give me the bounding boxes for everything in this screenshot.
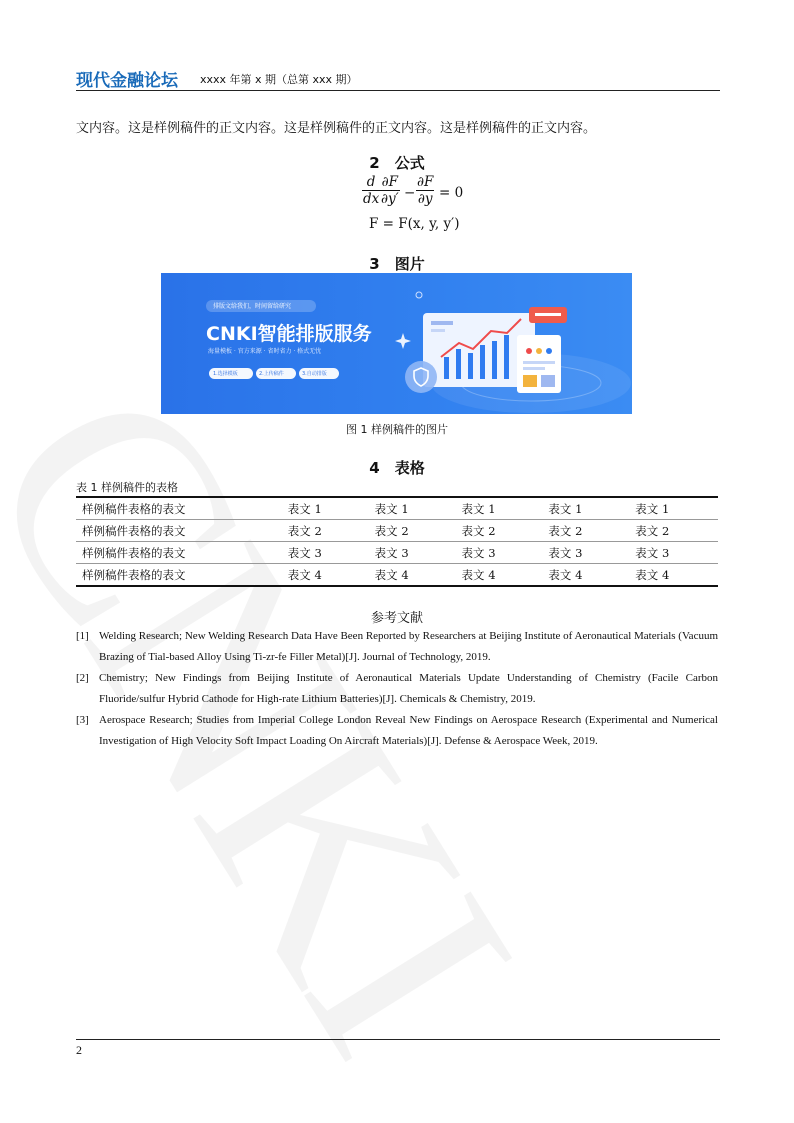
running-header: [76, 66, 720, 91]
table-row-label: 样例稿件表格的表文: [76, 497, 282, 520]
page-number: 2: [76, 1043, 82, 1057]
table-cell: 表文 2: [542, 520, 629, 542]
table-row: [76, 520, 718, 542]
table-row-label: 样例稿件表格的表文: [76, 564, 282, 587]
table-cell: 表文 4: [282, 564, 369, 587]
table-row: [76, 497, 718, 520]
table-cell: 表文 3: [369, 542, 456, 564]
table-cell: 表文 3: [282, 542, 369, 564]
table-cell: 表文 1: [629, 497, 718, 520]
section-formula-heading: 2 公式: [369, 154, 425, 172]
reference-number: [2]: [76, 672, 89, 684]
fraction-numerator: d: [366, 174, 376, 190]
banner-step-2: 2.上传稿件: [259, 371, 284, 377]
table-caption: 表 1 样例稿件的表格: [76, 481, 178, 494]
table-cell: 表文 4: [542, 564, 629, 587]
fraction-numerator: ∂F: [381, 174, 399, 190]
reference-number: [1]: [76, 630, 89, 642]
table-cell: 表文 1: [282, 497, 369, 520]
table-cell: 表文 1: [542, 497, 629, 520]
minus-sign: −: [404, 185, 416, 201]
table-cell: 表文 2: [282, 520, 369, 542]
banner-step-1: 1.选择模板: [213, 371, 238, 377]
reference-number: [3]: [76, 714, 89, 726]
equals-zero: = 0: [439, 185, 464, 201]
formula-2: F = F(x, y, y′): [369, 216, 460, 232]
table-cell: 表文 1: [456, 497, 543, 520]
fraction-denominator: ∂y′: [381, 191, 399, 207]
table-cell: 表文 3: [456, 542, 543, 564]
table-cell: 表文 4: [629, 564, 718, 587]
table-cell: 表文 1: [369, 497, 456, 520]
reference-text: Welding Research; New Welding Research Data Have Been Reported by Researchers at Beijing Institute of Aeronautical Materials (Vacuum Brazing of Tial-based Alloy Using Ti-zr-fe Filler Metal)[J]. Journal of Technology, 2019.: [99, 630, 719, 663]
fraction-dF-dy-prime: [380, 174, 400, 207]
banner-title: CNKI智能排版服务: [206, 323, 372, 345]
table-cell: 表文 4: [369, 564, 456, 587]
reference-3: [76, 710, 718, 752]
journal-title: 现代金融论坛: [76, 71, 178, 91]
table-row: [76, 564, 718, 587]
fraction-denominator: ∂y: [417, 191, 433, 207]
fraction-denominator: dx: [363, 191, 380, 207]
body-paragraph: 文内容。这是样例稿件的正文内容。这是样例稿件的正文内容。这是样例稿件的正文内容。: [76, 121, 597, 136]
figure-banner: [161, 273, 632, 414]
sample-table: [76, 496, 718, 587]
reference-text: Aerospace Research; Studies from Imperial College London Reveal New Findings on Aerospace Research (Experimental and Numerical Investigation of High Velocity Soft Impact Loading On Aircraft Materials)[J]. Defense & Aerospace Week, 2019.: [99, 714, 718, 747]
reference-1: [76, 626, 718, 668]
fraction-dF-dy: [416, 174, 434, 207]
reference-2: [76, 668, 718, 710]
table-cell: 表文 3: [542, 542, 629, 564]
section-table-heading: 4 表格: [369, 459, 425, 477]
table-cell: 表文 2: [629, 520, 718, 542]
table-cell: 表文 2: [456, 520, 543, 542]
table-row: [76, 542, 718, 564]
banner-tagline: 排版文给我们，时间留给研究: [213, 303, 292, 310]
fraction-numerator: ∂F: [417, 174, 434, 190]
figure-caption: 图 1 样例稿件的图片: [346, 423, 448, 436]
fraction-d-dx: [362, 174, 380, 207]
table-cell: 表文 4: [456, 564, 543, 587]
table-row-label: 样例稿件表格的表文: [76, 542, 282, 564]
issue-info: xxxx 年第 x 期（总第 xxx 期）: [200, 73, 358, 86]
section-figure-heading: 3 图片: [369, 255, 425, 273]
banner-step-3: 3.自动排版: [302, 371, 327, 377]
references-heading: 参考文献: [370, 611, 423, 626]
table-row-label: 样例稿件表格的表文: [76, 520, 282, 542]
reference-text: Chemistry; New Findings from Beijing Institute of Aeronautical Materials Update Understanding of Chemistry (Facile Carbon Fluoride/sulfur Hybrid Cathode for High-rate Lithium Batteries)[J]. Chemicals & Chemistry, 2019.: [99, 672, 718, 705]
table-cell: 表文 2: [369, 520, 456, 542]
table-cell: 表文 3: [629, 542, 718, 564]
footer-rule: [76, 1039, 720, 1040]
banner-subtitle: 海量模板 · 官方来源 · 省时省力 · 格式无忧: [208, 348, 322, 355]
